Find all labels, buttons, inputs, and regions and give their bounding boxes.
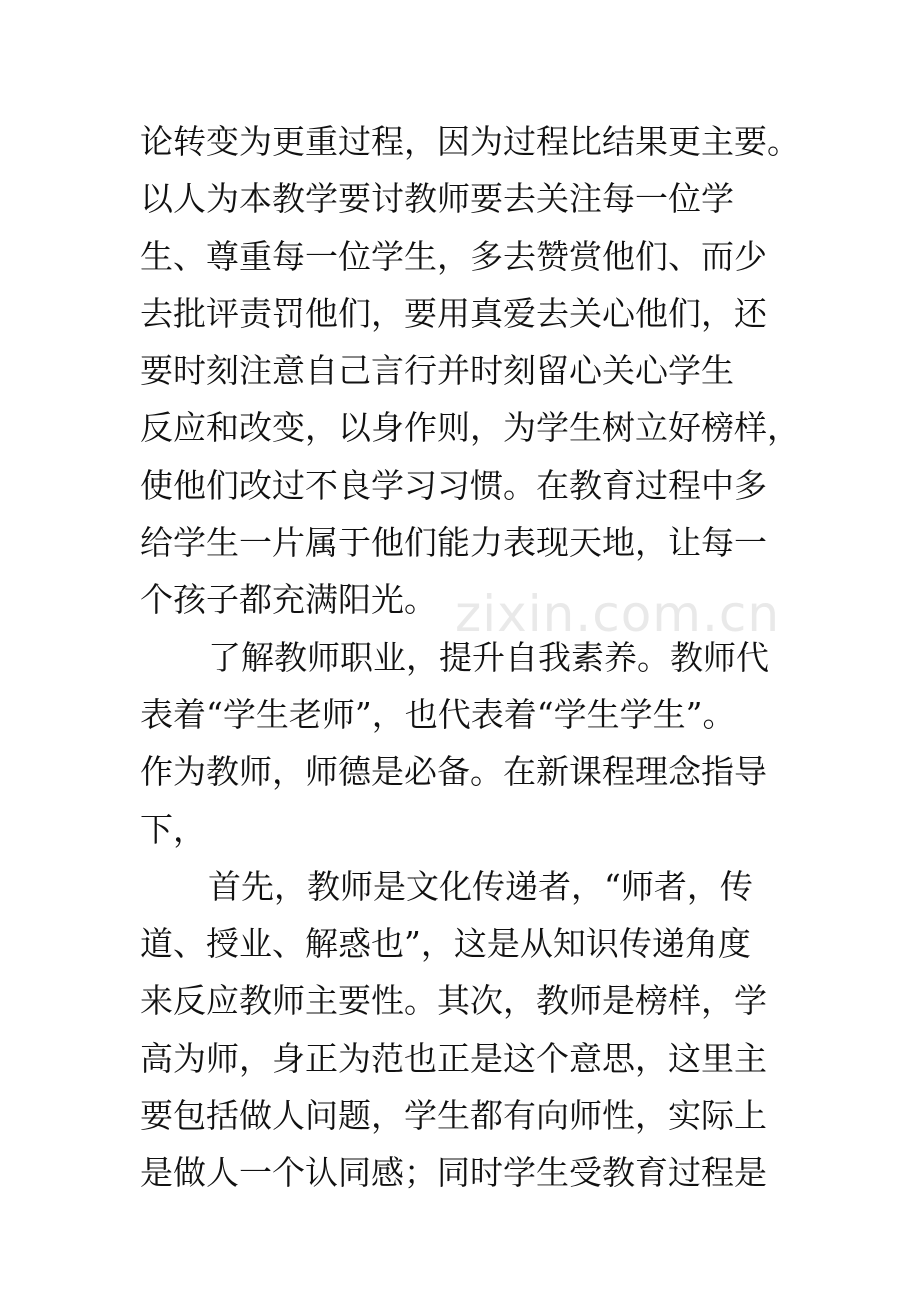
text-line: 要包括做人问题，学生都有向师性，实际上: [140, 1096, 767, 1136]
text-line: 下，: [140, 809, 206, 849]
text-line: 给学生一片属于他们能力表现天地，让每一: [140, 523, 767, 563]
text-line: 去批评责罚他们，要用真爱去关心他们，还: [140, 293, 767, 333]
paragraph-start-line: 了解教师职业，提升自我素养。教师代: [208, 637, 769, 677]
text-line: 作为教师，师德是必备。在新课程理念指导: [140, 752, 767, 792]
text-line: 反应和改变，以身作则，为学生树立好榜样，: [140, 408, 800, 448]
site-watermark: zixin.com.cn: [455, 585, 781, 643]
text-line: 要时刻注意自己言行并时刻留心关心学生: [140, 351, 734, 391]
text-line: 个孩子都充满阳光。: [140, 580, 437, 620]
text-line: 使他们改过不良学习习惯。在教育过程中多: [140, 465, 767, 505]
text-line: 以人为本教学要讨教师要去关注每一位学: [140, 179, 734, 219]
paragraph-start-line: 首先，教师是文化传递者，“师者，传: [208, 866, 753, 906]
text-line: 高为师，身正为范也正是这个意思，这里主: [140, 1038, 767, 1078]
text-line: 来反应教师主要性。其次，教师是榜样，学: [140, 981, 767, 1021]
text-line: 道、授业、解惑也”，这是从知识传递角度: [140, 924, 751, 964]
body-text: [140, 113, 830, 1202]
text-line: 表着“学生老师”，也代表着“学生学生”。: [140, 694, 736, 734]
text-line: 是做人一个认同感；同时学生受教育过程是: [140, 1153, 767, 1193]
text-line: 论转变为更重过程，因为过程比结果更主要。: [140, 122, 800, 161]
text-line: 生、尊重每一位学生，多去赞赏他们、而少: [140, 236, 767, 276]
